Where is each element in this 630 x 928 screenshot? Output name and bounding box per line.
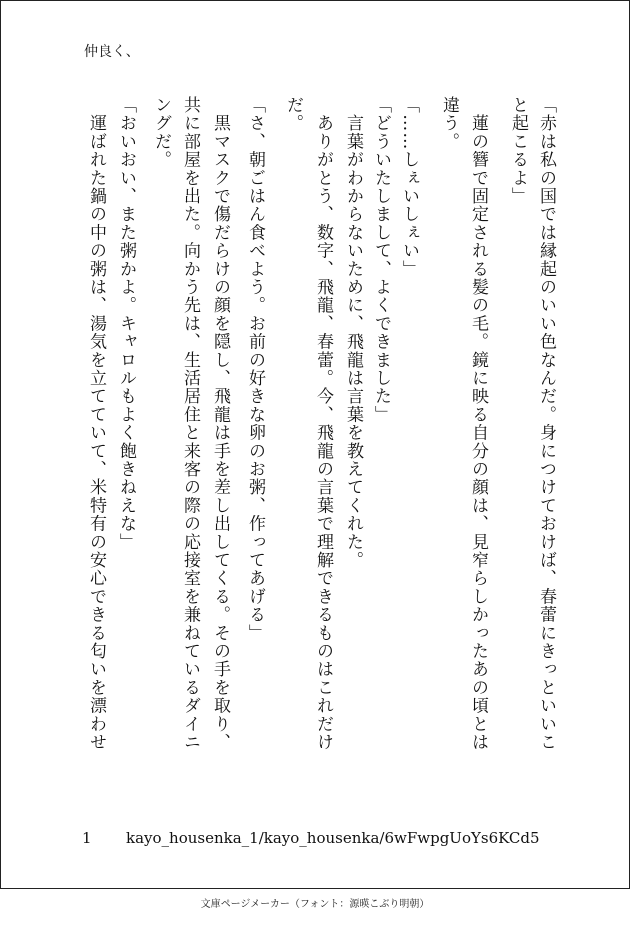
text-column-4: 違う。	[439, 96, 459, 151]
document-path: kayo_housenka_1/kayo_housenka/6wFwpgUoYs6KCd5	[126, 829, 540, 847]
text-column-2: と起こるよ」	[508, 96, 528, 206]
text-column-9: だ。	[283, 96, 303, 133]
text-column-1: 「赤は私の国では縁起のいい色なんだ。身につけておけば、春蕾にきっといいこ	[536, 96, 556, 752]
text-column-10: 「さ、朝ごはん食べよう。お前の好きな卵のお粥、作ってあげる」	[245, 96, 265, 642]
text-column-15: 運ばれた鍋の中の粥は、湯気を立てていて、米特有の安心できる匂いを漂わせ	[86, 96, 106, 752]
text-column-12: 共に部屋を出た。向かう先は、生活居住と来客の際の応接室を兼ねているダイニ	[180, 96, 200, 752]
text-column-14: 「おいおい、また粥かよ。キャロルもよく飽きねえな」	[116, 96, 136, 551]
text-column-7: 言葉がわからないために、飛龍は言葉を教えてくれた。	[343, 96, 363, 570]
text-column-5: 「……しぇいしぇい」	[399, 96, 419, 278]
text-column-8: ありがとう、数字、飛龍、春蕾。今、飛龍の言葉で理解できるものはこれだけ	[313, 96, 333, 752]
footer-credit: 文庫ページメーカー（フォント：源暎こぶり明朝）	[200, 899, 430, 910]
running-title: 仲良く、	[84, 44, 140, 60]
text-column-13: ングだ。	[151, 96, 171, 169]
page-number: 1	[82, 829, 92, 847]
text-column-11: 黒マスクで傷だらけの顔を隠し、飛龍は手を差し出してくる。その手を取り、	[210, 96, 230, 752]
text-column-3: 蓮の簪で固定される髪の毛。鏡に映る自分の顔は、見窄らしかったあの頃とは	[468, 96, 488, 752]
text-column-6: 「どういたしまして、よくできました」	[371, 96, 391, 424]
